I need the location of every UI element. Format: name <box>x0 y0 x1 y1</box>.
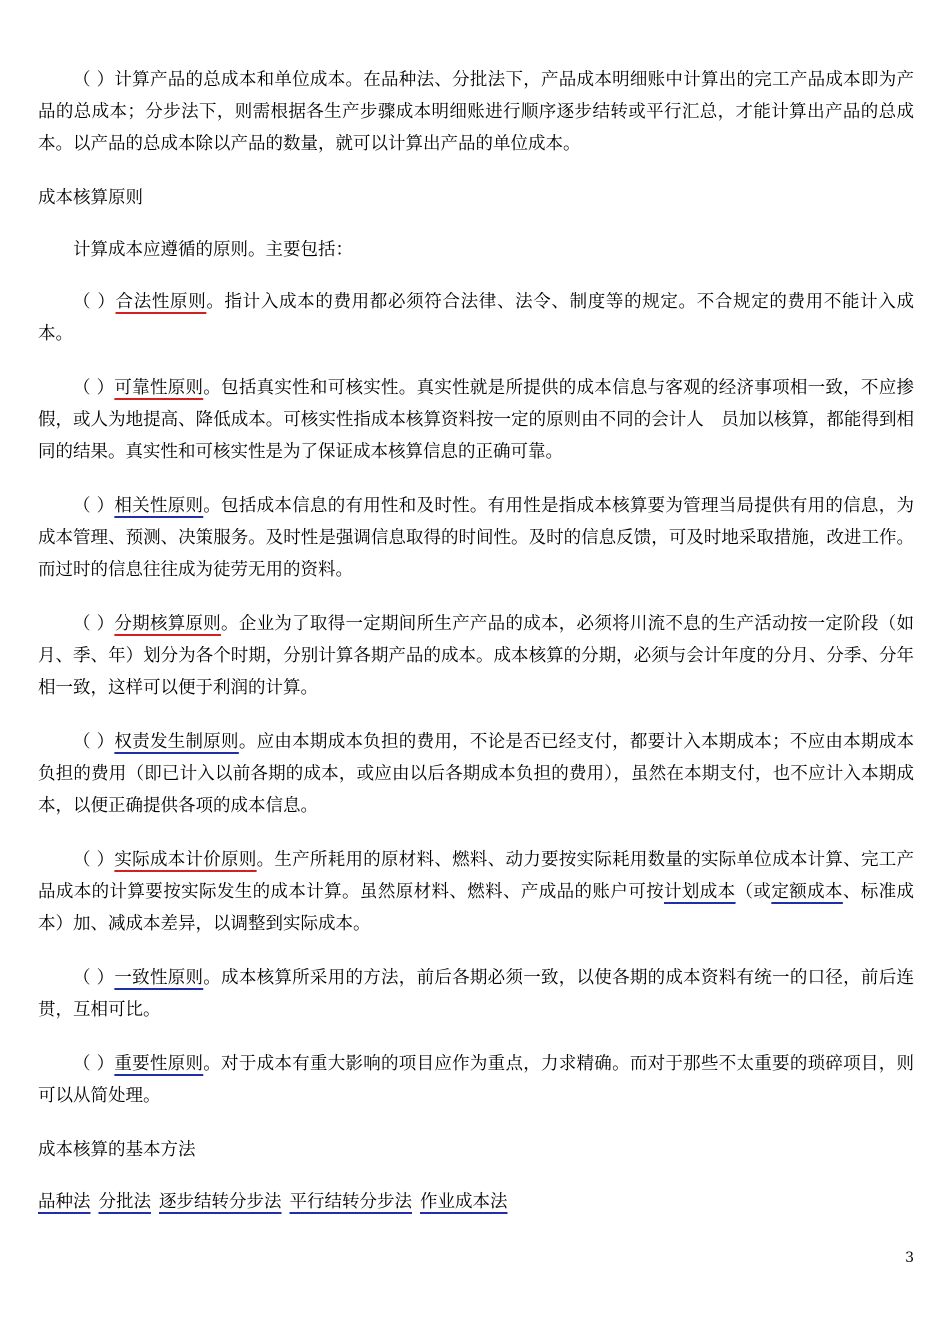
principle-accrual: （ ）权责发生制原则。应由本期成本负担的费用，不论是否已经支付，都要计入本期成本；不应由本期成本负担的费用（即已计入以前各期的成本，或应由以后各期成本负担的费用），虽然在本期支付，也不应计入本期成本，以便正确提供各项的成本信息。 <box>38 732 914 816</box>
term-link-periodic[interactable]: 分期核算原则 <box>114 614 222 634</box>
section-title-principles: 成本核算原则 <box>38 188 143 208</box>
page-number: 3 <box>905 1250 914 1266</box>
term-link-materiality[interactable]: 重要性原则 <box>114 1054 204 1074</box>
method-link-batch[interactable]: 分批法 <box>98 1192 151 1212</box>
term-link-consistency[interactable]: 一致性原则 <box>114 968 204 988</box>
term-link-relevance[interactable]: 相关性原则 <box>114 496 204 516</box>
principle-actual-cost: （ ）实际成本计价原则。生产所耗用的原材料、燃料、动力要按实际耗用数量的实际单位成本计算、完工产品成本的计算要按实际发生的成本计算。虽然原材料、燃料、产成品的账户可按计划成本（或定额成本、标准成本）加、减成本差异，以调整到实际成本。 <box>38 850 915 934</box>
principles-lead: 计算成本应遵循的原则。主要包括： <box>73 240 353 260</box>
term-link-reliability[interactable]: 可靠性原则 <box>114 378 204 398</box>
term-link-actual-cost[interactable]: 实际成本计价原则 <box>114 850 257 870</box>
link-planned-cost[interactable]: 计划成本 <box>664 882 736 902</box>
principle-reliability: （ ）可靠性原则。包括真实性和可核实性。真实性就是所提供的成本信息与客观的经济事项相一致，不应掺假，或人为地提高、降低成本。可核实性指成本核算资料按一定的原则由不同的会计人 员加以核算，都能得到相同的结果。真实性和可核实性是为了保证成本核算信息的正确可靠。 <box>38 378 914 462</box>
principle-periodic: （ ）分期核算原则。企业为了取得一定期间所生产产品的成本，必须将川流不息的生产活动按一定阶段（如月、季、年）划分为各个时期，分别计算各期产品的成本。成本核算的分期，必须与会计年度的分月、分季、分年相一致，这样可以便于利润的计算。 <box>38 614 914 698</box>
intro-paragraph: （ ）计算产品的总成本和单位成本。在品种法、分批法下，产品成本明细账中计算出的完工产品成本即为产品的总成本；分步法下，则需根据各生产步骤成本明细账进行顺序逐步结转或平行汇总，才能计算出产品的总成本。以产品的总成本除以产品的数量，就可以计算出产品的单位成本。 <box>38 70 914 154</box>
principle-relevance: （ ）相关性原则。包括成本信息的有用性和及时性。有用性是指成本核算要为管理当局提供有用的信息，为成本管理、预测、决策服务。及时性是强调信息取得的时间性。及时的信息反馈，可及时地采取措施，改进工作。而过时的信息往往成为徒劳无用的资料。 <box>38 496 914 580</box>
principle-legality: （ ）合法性原则。指计入成本的费用都必须符合法律、法令、制度等的规定。不合规定的费用不能计入成本。 <box>38 292 914 344</box>
methods-list <box>38 1186 914 1218</box>
section-title-methods: 成本核算的基本方法 <box>38 1140 196 1160</box>
method-link-parallel[interactable]: 平行结转分步法 <box>289 1192 412 1212</box>
principle-materiality: （ ）重要性原则。对于成本有重大影响的项目应作为重点，力求精确。而对于那些不太重要的琐碎项目，则可以从简处理。 <box>38 1054 914 1106</box>
term-link-legality[interactable]: 合法性原则 <box>115 292 207 312</box>
link-quota-cost[interactable]: 定额成本 <box>771 882 843 902</box>
method-link-sequential[interactable]: 逐步结转分步法 <box>159 1192 282 1212</box>
method-link-activity[interactable]: 作业成本法 <box>420 1192 508 1212</box>
method-link-variety[interactable]: 品种法 <box>38 1192 91 1212</box>
principle-consistency: （ ）一致性原则。成本核算所采用的方法，前后各期必须一致，以使各期的成本资料有统一的口径，前后连贯，互相可比。 <box>38 968 914 1020</box>
term-link-accrual[interactable]: 权责发生制原则 <box>114 732 239 752</box>
document-page <box>38 64 914 1218</box>
